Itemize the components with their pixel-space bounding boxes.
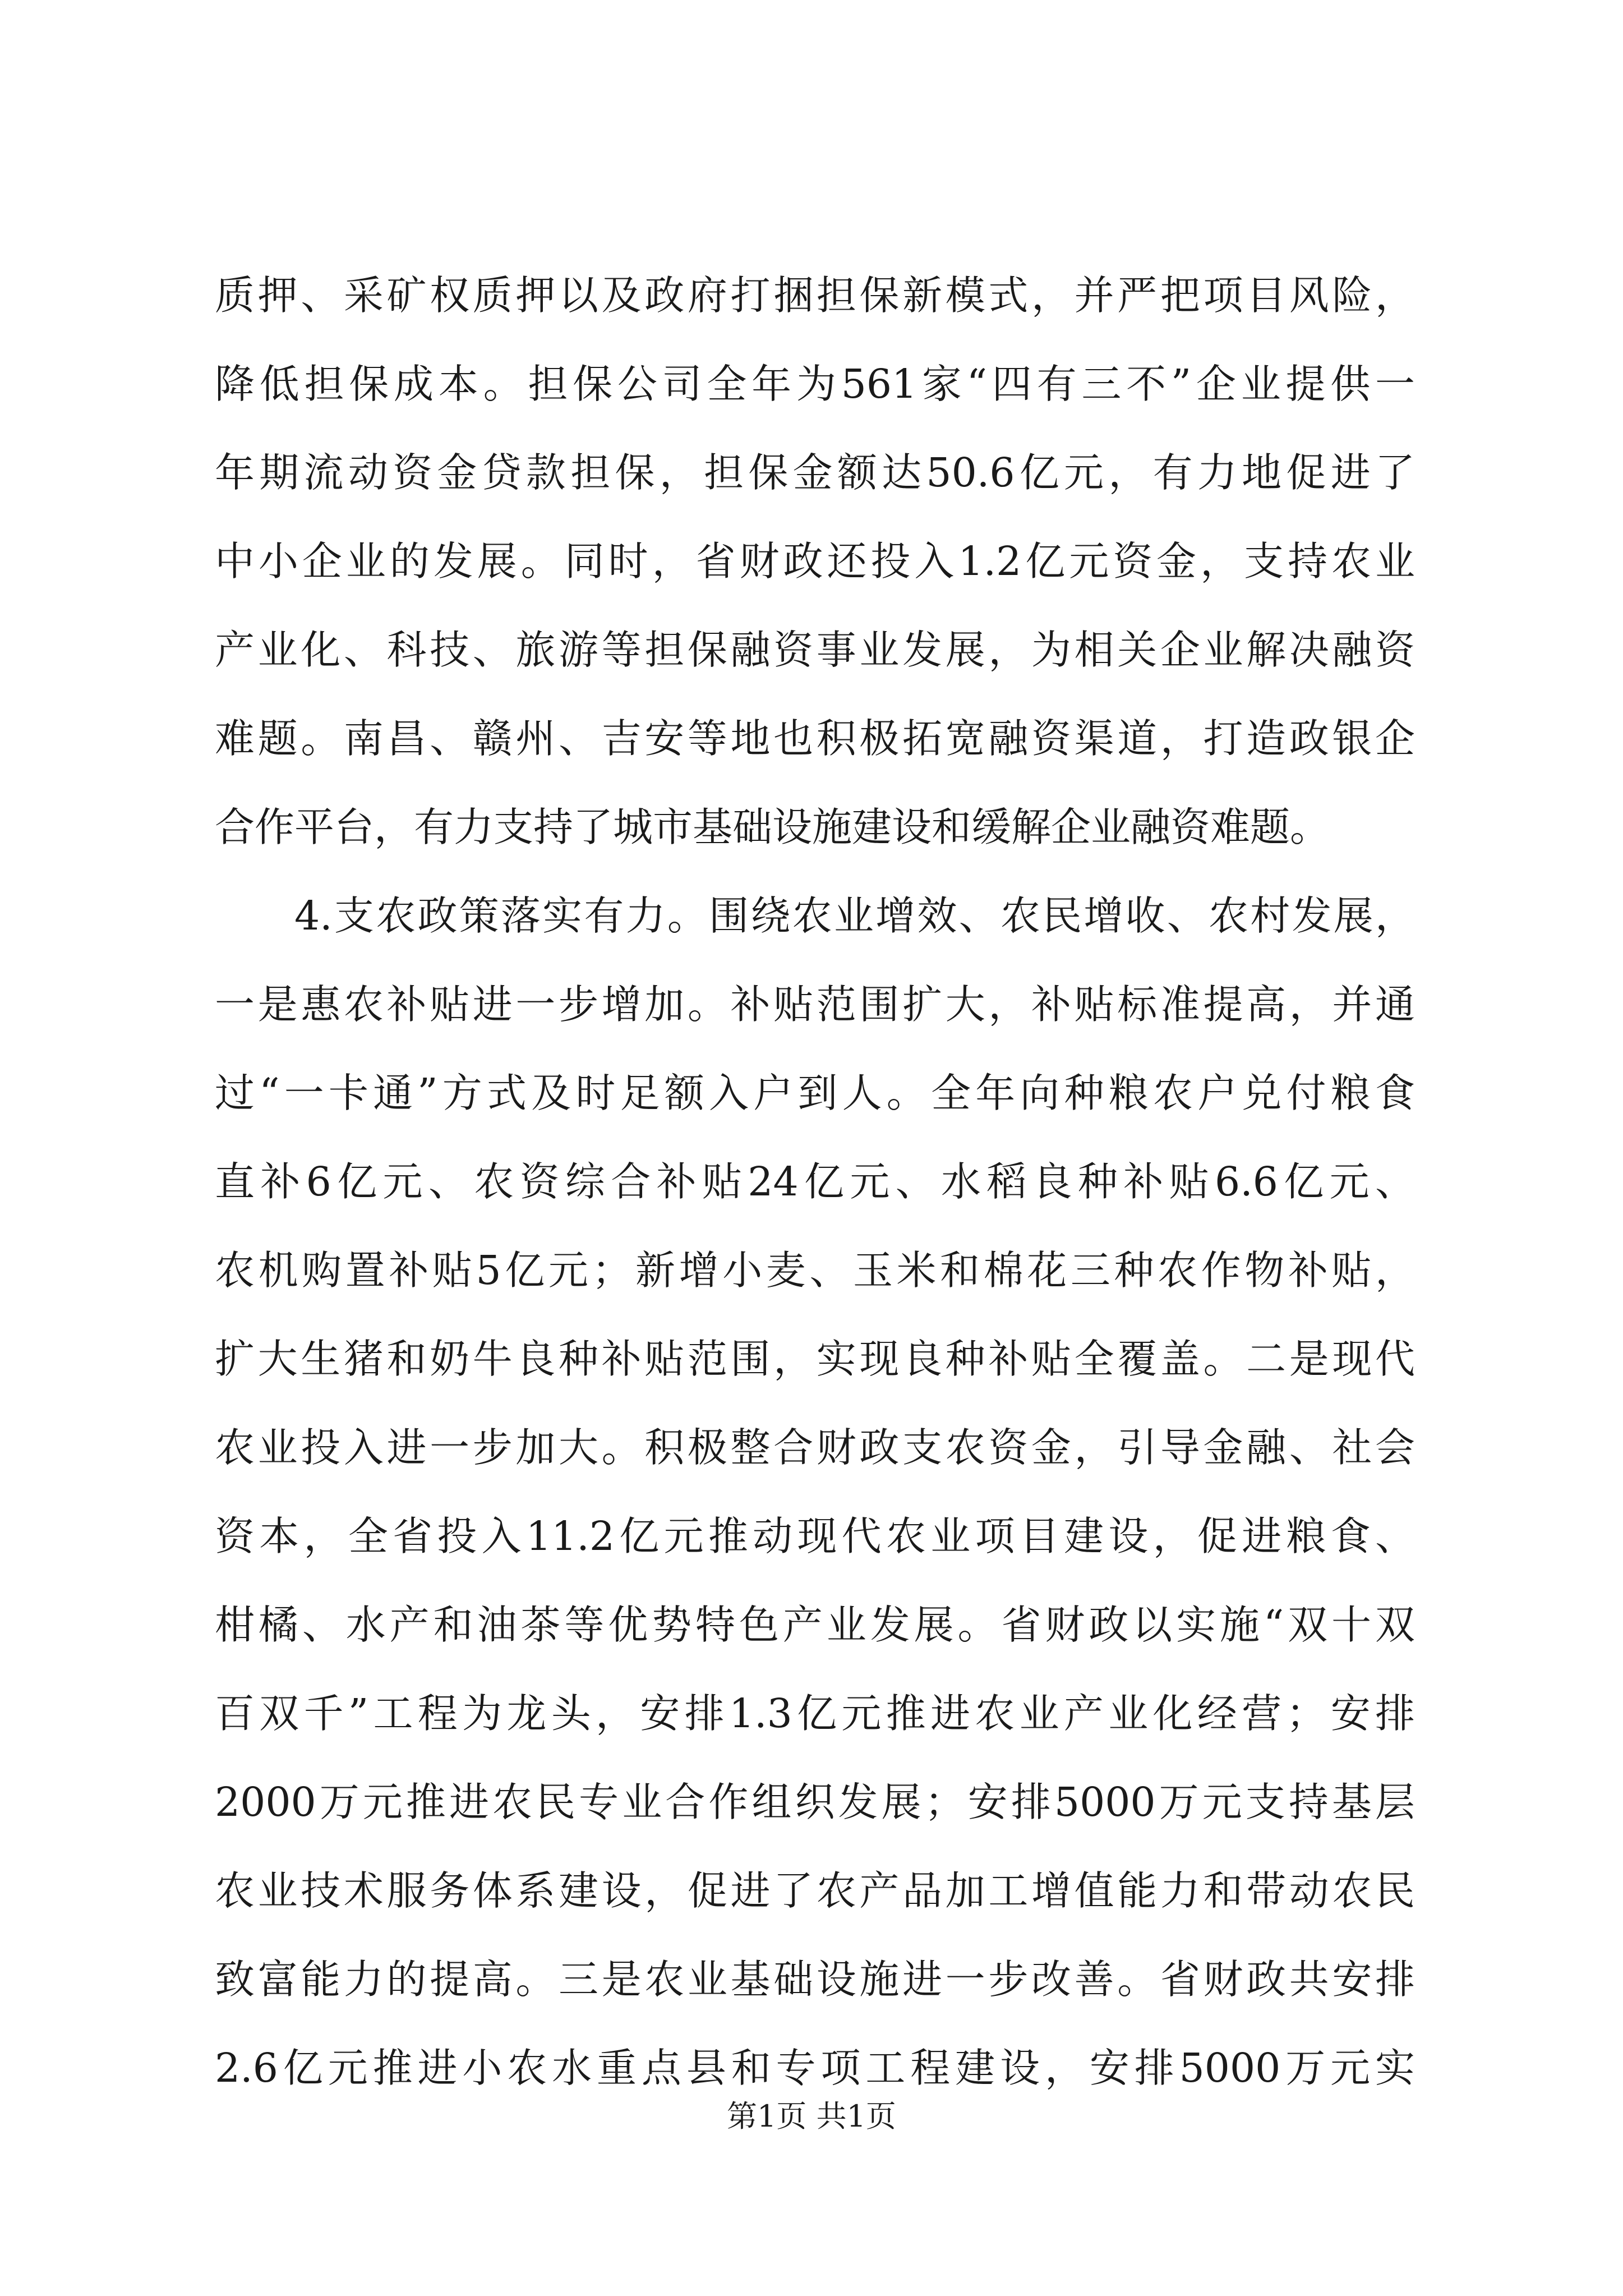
text-line: 直补6亿元、农资综合补贴24亿元、水稻良种补贴6.6亿元、 <box>215 1158 1415 1205</box>
text-line: 扩大生猪和奶牛良种补贴范围，实现良种补贴全覆盖。二是现代 <box>215 1336 1415 1382</box>
text-line: 中小企业的发展。同时，省财政还投入1.2亿元资金，支持农业 <box>215 538 1415 585</box>
text-line: 柑橘、水产和油茶等优势特色产业发展。省财政以实施“双十双 <box>215 1602 1415 1648</box>
text-line: 百双千”工程为龙头，安排1.3亿元推进农业产业化经营；安排 <box>215 1690 1415 1737</box>
page-footer: 第1页 共1页 <box>727 2099 896 2134</box>
text-line: 一是惠农补贴进一步增加。补贴范围扩大，补贴标准提高，并通 <box>215 981 1415 1028</box>
text-line: 致富能力的提高。三是农业基础设施进一步改善。省财政共安排 <box>215 1956 1415 2003</box>
text-line: 2.6亿元推进小农水重点县和专项工程建设，安排5000万元实 <box>215 2045 1415 2091</box>
text-line: 农机购置补贴5亿元；新增小麦、玉米和棉花三种农作物补贴， <box>215 1247 1415 1294</box>
text-line: 产业化、科技、旅游等担保融资事业发展，为相关企业解决融资 <box>215 627 1415 673</box>
text-line: 难题。南昌、赣州、吉安等地也积极拓宽融资渠道，打造政银企 <box>215 715 1415 762</box>
text-line: 农业技术服务体系建设，促进了农产品加工增值能力和带动农民 <box>215 1867 1415 1914</box>
body-text <box>215 251 1415 2113</box>
text-line: 资本，全省投入11.2亿元推动现代农业项目建设，促进粮食、 <box>215 1513 1415 1559</box>
section-heading-line: 4.支农政策落实有力。围绕农业增效、农民增收、农村发展， <box>294 892 1415 939</box>
text-line: 合作平台，有力支持了城市基础设施建设和缓解企业融资难题。 <box>215 804 1330 850</box>
text-line: 2000万元推进农民专业合作组织发展；安排5000万元支持基层 <box>215 1779 1415 1825</box>
text-line: 质押、采矿权质押以及政府打捆担保新模式，并严把项目风险， <box>215 272 1415 319</box>
text-line: 农业投入进一步加大。积极整合财政支农资金，引导金融、社会 <box>215 1424 1415 1471</box>
text-line: 降低担保成本。担保公司全年为561家“四有三不”企业提供一 <box>215 361 1415 407</box>
text-line: 过“一卡通”方式及时足额入户到人。全年向种粮农户兑付粮食 <box>215 1070 1415 1116</box>
text-line: 年期流动资金贷款担保，担保金额达50.6亿元，有力地促进了 <box>215 449 1415 496</box>
